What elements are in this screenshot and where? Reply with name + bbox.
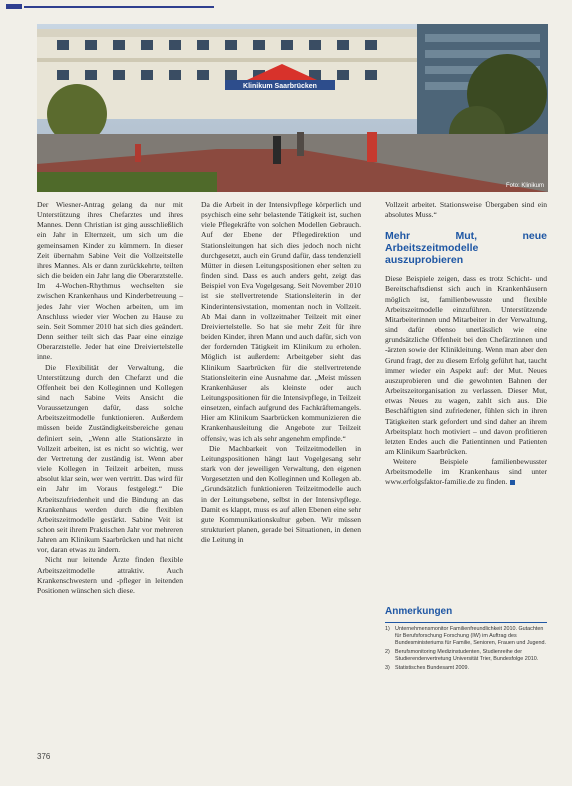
footnote-text: Statistisches Bundesamt 2009. — [395, 665, 470, 671]
end-mark-icon — [510, 480, 515, 485]
footnotes-title: Anmerkungen — [385, 606, 453, 617]
footnote — [385, 649, 547, 663]
closing-text: Weitere Beispiele familienbewusster Arbeitsmodelle im Krankenhaus sind unter www.erfolgsfaktor-familie.de zu finden. — [385, 457, 547, 487]
page-header-bar — [0, 0, 220, 10]
photo-credit: Foto: Klinikum — [505, 183, 544, 189]
paragraph: Die Machbarkeit von Teilzeitmodellen in Leitungspositionen hängt laut Vogelgesang sehr stark von der jeweiligen Verwaltung, den eigenen Vorgesetzten und den Kolleginnen und Kollegen ab. „Grundsätzlich funktionieren Teilzeitmodelle auch in der Leitungsebene, selbst in der Intensivpflege. Damit es klappt, muss es auf allen Ebenen eine sehr gute Kommunikationskultur geben. Wir müssen strukturiert planen, gerade bei Situationen, in denen die Leitung in — [201, 443, 361, 545]
paragraph: Diese Beispiele zeigen, dass es trotz Schicht- und Bereitschaftsdienst sich auch in Krankenhäusern möglich ist, familienbewusste und flexible Arbeitszeitmodelle einzuführen. Unterstützende Mitarbeiterinnen und Mitarbeiter in der Verwaltung, sind dafür ebenso unerlässlich wie eine grundsätzliche Offenheit bei den Chefärztinnen und -ärzten sowie der Klinikleitung. Wenn man aber den Grund fragt, der zu diesem Erfolg geführt hat, taucht immer wieder ein Aspekt auf: der Mut. Neues auszuprobieren und die gewohnten Bahnen der Arbeitszeitorganisation zu verlassen. Dieser Mut, etwas Neues zu wagen, zahlt sich aus. Die Beschäftigten sind zufriedener, fühlen sich in ihren Tätigkeiten stark gefordert und sind daher an ihrem Arbeitsplatz hoch motiviert – und davon profitieren letzten Endes auch die Patientinnen und Patienten am Klinikum Saarbrücken. — [385, 274, 547, 456]
paragraph: Die Flexibilität der Verwaltung, die Unterstützung durch den Chefarzt und die Offenheit bei den Kolleginnen und Kollegen sind nach Sabine Veits Ansicht die Voraussetzungen dafür, dass solche Arbeitszeitmodelle funktionieren. Außerdem müssen beide Zuständigkeitsbereiche genau definiert sein, „Wenn alle Stationsärzte in Vollzeit arbeiten, ist es nicht so wichtig, wer der Vertretung der zuständig ist. Wenn aber viele Kollegen in Teilzeit arbeiten, muss absolut klar sein, wer wen vertritt. Das wird für ein Jahr im Voraus festgelegt.“ Die Arbeitszufriedenheit und die Bindung an das Krankenhaus werden durch die flexiblen Arbeitszeitmodelle gestärkt. Sabine Veit ist schon seit ihrem Praktischen Jahr vor mehreren Jahren am Klinikum Saarbrücken und hat nicht vor, daran etwas zu ändern. — [37, 362, 183, 555]
footnote-list — [385, 626, 547, 672]
header-accent-block — [6, 4, 22, 9]
footnote — [385, 665, 547, 672]
paragraph — [385, 457, 547, 487]
hospital-sign-text: Klinikum Saarbrücken — [243, 83, 317, 90]
footnotes — [385, 606, 547, 674]
header-rule — [24, 6, 214, 8]
footnote-number: 2) — [385, 649, 390, 655]
footnote-text: Unternehmensmonitor Familienfreundlichkeit 2010. Gutachten für Berufsforschung Forschung (IW) im Auftrag des Bundesministeriums für Familie, Senioren, Frauen und Jugend. — [395, 626, 547, 646]
section-heading: Mehr Mut, neue Arbeitszeitmodelle auszuprobieren — [385, 230, 547, 267]
hospital-photo-illustration — [37, 24, 548, 192]
column-1 — [37, 200, 183, 596]
footnote-number: 1) — [385, 626, 390, 632]
paragraph: Vollzeit arbeitet. Stationsweise Übergaben sind ein absolutes Muss.“ — [385, 200, 547, 220]
paragraph: Nicht nur leitende Ärzte finden flexible Arbeitszeitmodelle attraktiv. Auch Krankenschwestern und -pfleger in leitenden Positionen wünschen sich diese. — [37, 555, 183, 595]
footnotes-rule — [385, 622, 547, 623]
column-3 — [385, 200, 547, 488]
paragraph: Der Wiesner-Antrag gelang da nur mit Unterstützung ihres Chefarztes und ihres Mannes. Denn Christian ist ging ausschließlich ein Jahr in Elternzeit, um sich um die gemeinsamen Kinder zu kümmern. In dieser Zeit übernahm Sabine Veit die Vollzeitstelle ihres Mannes. Als er dann zurückkehrte, teilten sich die beiden ein Jahr lang die Oberarztstelle. Im 4-Wochen-Rhythmus wechselten sie zwischen Krankenhaus und Kinderbetreuung – jedes Jahr vier Wochen arbeiten, um im Anschluss wieder vier Wochen zu Hause zu sein. Seit Sommer 2010 hat sich dies geändert. Denn seither teilt sich das Paar eine einzige Oberarztstelle. Jeder hat eine Dreiviertelstelle inne. — [37, 200, 183, 362]
hospital-photo — [37, 24, 548, 192]
paragraph: Da die Arbeit in der Intensivpflege körperlich und psychisch eine sehr belastende Tätigkeit ist, suchen viele Pflegekräfte von solchen Modellen Gebrauch. Auf der Ebene der Pflegedirektion und Stationsleitungen hat sich dies jedoch noch nicht durchgesetzt, auch ein Grund dafür, dass tendenziell Mütter in diesen Leitungspositionen eher selten zu finden sind. Dass es auch anders geht, zeigt das Beispiel von Eva Vogelgesang. Seit November 2010 ist sie stellvertretende Stationsleiterin in der Kinderintensivstation, momentan noch in Vollzeit. Ab Mai dann in vollzeitnaher Teilzeit mit einer Dreiviertelstelle. So hat sie mehr Zeit für ihre beiden Kinder, ihren Mann und auch dafür, sich von der fordernden Tätigkeit im Klinikum zu erholen. Möglich ist außerdem: Arbeitgeber sieht das Klinikum Saarbrücken für die stellvertretende Stationsleiterin eine Ausnahme dar. „Meist müssen Krankenhäuser als kleinste oder auch Leitungspositionen für die Intensivpflege, in Teilzeit einsetzen, einfach aufgrund des Fachkräftemangels. Hier am Klinikum Saarbrücken kommunizieren die Krankenhausleitung die Angebote zur Teilzeit offensiv, was ich als sehr angenehm empfinde.“ — [201, 200, 361, 443]
column-2 — [201, 200, 361, 545]
page-number: 376 — [37, 752, 51, 761]
footnote-text: Berufsmonitoring Medizinstudenten, Studienreihe der Studierendenvertretung Universität Trier, Bundesfolge 2010. — [395, 649, 539, 662]
footnote — [385, 626, 547, 647]
footnote-number: 3) — [385, 665, 390, 671]
